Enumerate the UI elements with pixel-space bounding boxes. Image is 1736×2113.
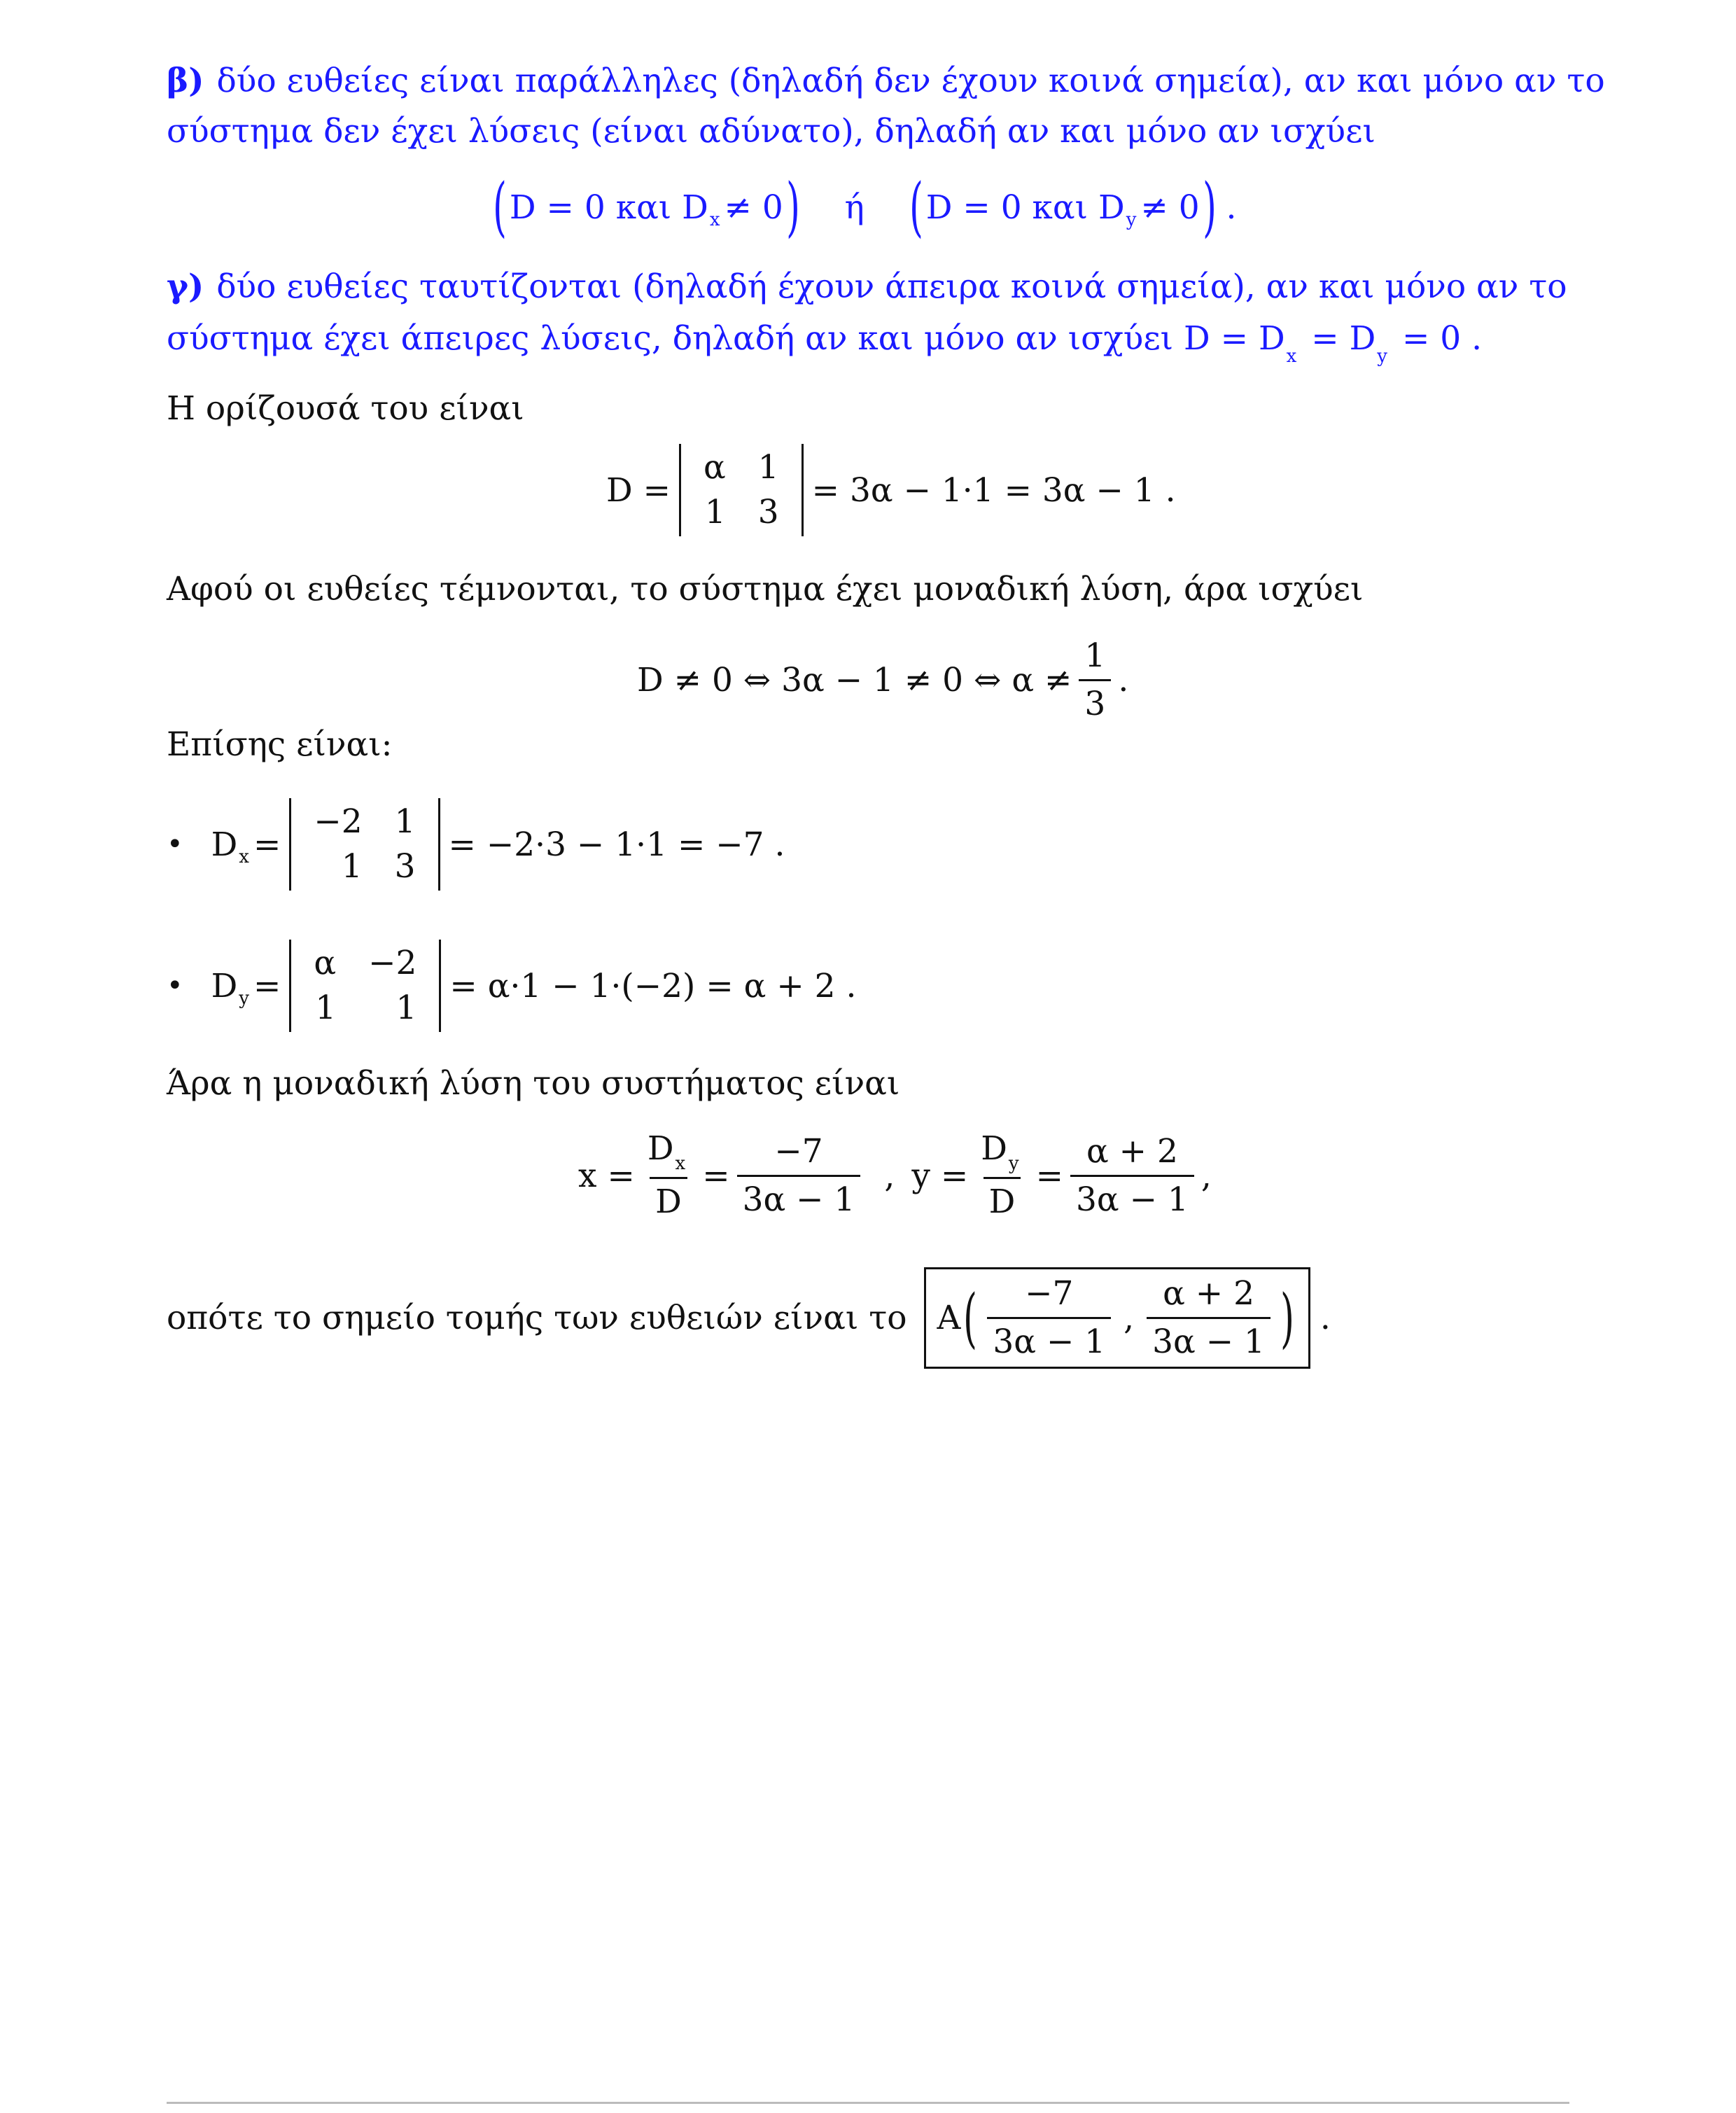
fraction-dy-over-d: $\frac{D_y}{D}$ xyxy=(975,1129,1028,1222)
boxed-intersection-point: A ( $\frac{-7}{3\alpha - 1}$ , $\frac{\alpha + 2}{3\alpha - 1}$ ) xyxy=(924,1267,1310,1369)
fraction-point-y: $\frac{\alpha + 2}{3\alpha - 1}$ xyxy=(1147,1274,1270,1362)
final-answer-line: οπότε το σημείο τομής των ευθειών είναι το A ( $\frac{-7}{3\alpha - 1}$ , $\frac{\alpha + 2}{3\alpha - 1}$ ) . xyxy=(167,1267,1331,1369)
fraction-y-value: $\frac{\alpha + 2}{3\alpha - 1}$ xyxy=(1070,1131,1194,1220)
matrix-Dx: −2 1 1 3 xyxy=(289,798,440,891)
also-label: Επίσης είναι: xyxy=(167,725,393,764)
beta-condition-equation: ( D = 0 και D x ≠ 0 ) ή ( D = 0 και D y ≠ 0 ) . xyxy=(493,169,1237,244)
condition-equation: D ≠ 0 ⇔ 3α − 1 ≠ 0 ⇔ α ≠ $\frac{1}{3}$ . xyxy=(637,636,1129,723)
beta-line-2: σύστημα δεν έχει λύσεις (είναι αδύνατο), δηλαδή αν και μόνο αν ισχύει xyxy=(167,112,1376,151)
fraction-one-third: $\frac{1}{3}$ xyxy=(1079,636,1111,725)
or-word: ή xyxy=(844,188,864,227)
intersection-sentence: Αφού οι ευθείες τέμνονται, το σύστημα έχει μοναδική λύση, άρα ισχύει xyxy=(167,570,1364,608)
gamma-label: γ) xyxy=(167,267,204,306)
determinant-D: D = α 1 1 3 = 3α − 1·1 = 3α − 1 . xyxy=(606,444,1176,536)
matrix-D: α 1 1 3 xyxy=(679,444,804,536)
bullet: • xyxy=(167,970,183,1002)
gamma-line-1: γ) δύο ευθείες ταυτίζονται (δηλαδή έχουν άπειρα κοινά σημεία), αν και μόνο αν το xyxy=(167,267,1567,306)
determinant-Dy: • D y = α −2 1 1 = α·1 − 1·(−2) = α + 2 . xyxy=(167,940,856,1032)
beta-line-1: β) δύο ευθείες είναι παράλληλες (δηλαδή δεν έχουν κοινά σημεία), αν και μόνο αν το xyxy=(167,62,1605,100)
determinant-intro: Η ορίζουσά του είναι xyxy=(167,389,524,428)
footer-rule xyxy=(167,2102,1569,2104)
solution-sentence: Άρα η μοναδική λύση του συστήματος είναι xyxy=(167,1064,900,1103)
matrix-Dy: α −2 1 1 xyxy=(289,940,441,1032)
bullet: • xyxy=(167,828,183,860)
determinant-Dx: • D x = −2 1 1 3 = −2·3 − 1·1 = −7 . xyxy=(167,798,785,891)
fraction-point-x: $\frac{-7}{3\alpha - 1}$ xyxy=(987,1274,1111,1362)
beta-label: β) xyxy=(167,62,204,100)
fraction-x-value: $\frac{-7}{3\alpha - 1}$ xyxy=(737,1131,861,1220)
fraction-dx-over-d: $\frac{D_x}{D}$ xyxy=(642,1129,695,1222)
gamma-line-2: σύστημα έχει άπειρες λύσεις, δηλαδή αν και μόνο αν ισχύει $D = D_x = D_y = 0$ . xyxy=(167,319,1483,367)
solution-equation: x = $\frac{D_x}{D}$ = $\frac{-7}{3\alpha - 1}$ , y = $\frac{D_y}{D}$ = $\frac{\alpha + 2}{3\alpha - 1}$ , xyxy=(578,1129,1212,1221)
